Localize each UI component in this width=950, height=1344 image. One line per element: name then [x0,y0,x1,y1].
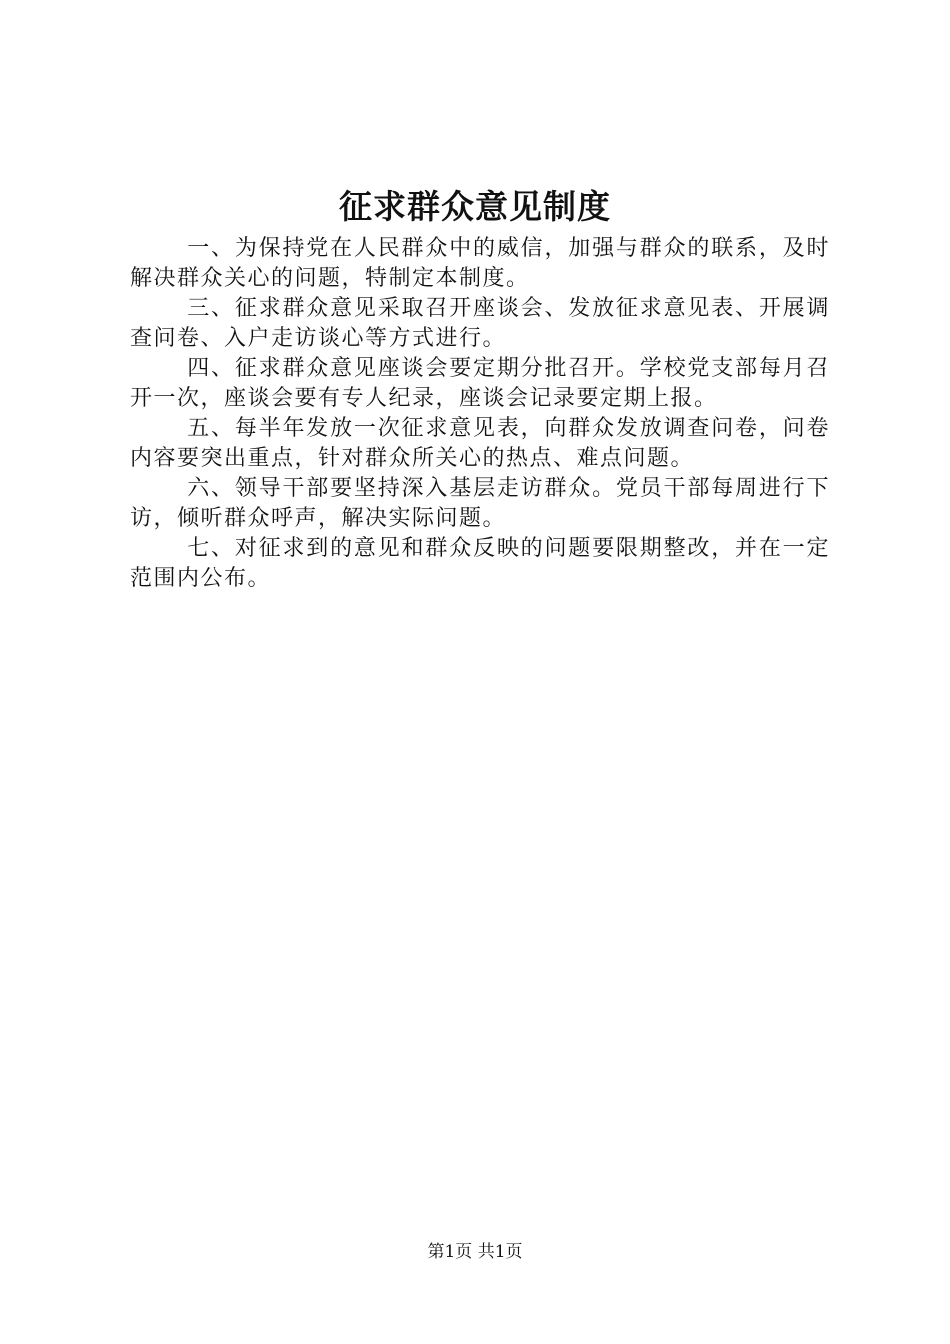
page-footer: 第1页 共1页 [427,1242,523,1262]
document-body [130,234,830,594]
paragraph-4: 四、征求群众意见座谈会要定期分批召开。学校党支部每月召开一次，座谈会要有专人纪录，座谈会记录要定期上报。 [130,356,830,411]
paragraph-1: 一、为保持党在人民群众中的威信，加强与群众的联系，及时解决群众关心的问题，特制定本制度。 [130,236,830,291]
paragraph-3: 三、征求群众意见采取召开座谈会、发放征求意见表、开展调查问卷、入户走访谈心等方式进行。 [130,296,830,351]
paragraph-5: 五、每半年发放一次征求意见表，向群众发放调查问卷，问卷内容要突出重点，针对群众所关心的热点、难点问题。 [130,416,830,471]
document-title: 征求群众意见制度 [339,187,611,226]
paragraph-7: 七、对征求到的意见和群众反映的问题要限期整改，并在一定范围内公布。 [130,536,830,591]
paragraph-6: 六、领导干部要坚持深入基层走访群众。党员干部每周进行下访，倾听群众呼声，解决实际问题。 [130,476,830,531]
